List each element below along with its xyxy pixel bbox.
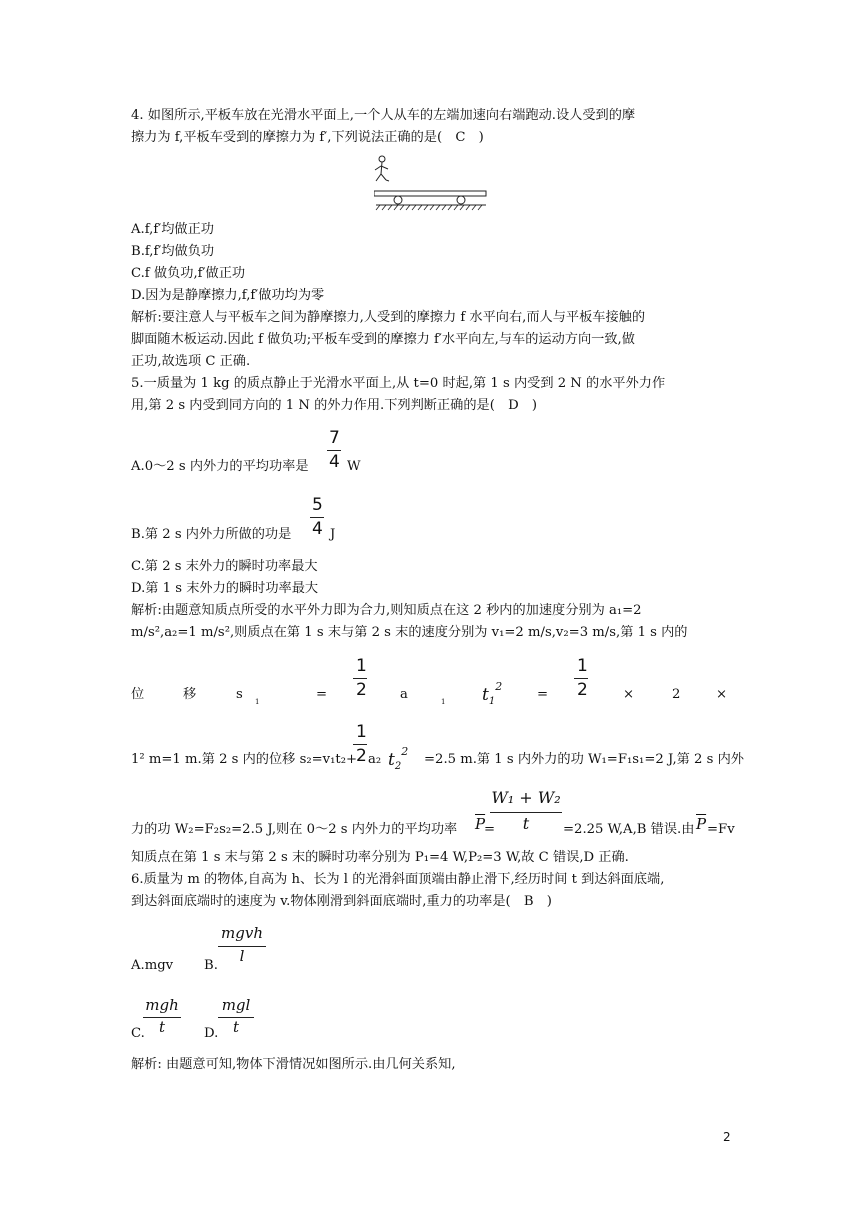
- q6-optb-numerator: mgvh: [221, 924, 263, 942]
- q4-line1: 4. 如图所示,平板车放在光滑水平面上,一个人从车的左端加速向右端跑动.设人受到的摩: [131, 108, 636, 123]
- q5-analysis-4b: a₂: [368, 752, 382, 767]
- q5-an4-half-den: 2: [356, 746, 367, 766]
- q5-an4-t2sq: $t_2^2$: [388, 745, 409, 772]
- q5-analysis-6: 知质点在第 1 s 末与第 2 s 末的瞬时功率分别为 P₁=4 W,P₂=3 W,故 C 错误,D 正确.: [131, 850, 629, 865]
- q5-analysis-1: 解析:由题意知质点所受的水平外力即为合力,则知质点在这 2 秒内的加速度分别为 a₁=2: [131, 603, 642, 618]
- q6-option-b-label: B.: [204, 958, 218, 973]
- q5-option-a: A.0～2 s 内外力的平均功率是: [131, 459, 309, 474]
- q4-line2: 擦力为 f,平板车受到的摩擦力为 f′,下列说法正确的是( C ): [131, 130, 484, 145]
- q5-analysis-4c: =2.5 m.第 1 s 内外力的功 W₁=F₁s₁=2 J,第 2 s 内外: [424, 752, 744, 767]
- q5-an3-half2-bar: [574, 678, 588, 679]
- q5-an5-pbar-2: $\overline{P}$: [696, 815, 707, 833]
- q4-option-b: B.f,f′均做负功: [131, 244, 215, 259]
- q4-option-d: D.因为是静摩擦力,f,f′做功均为零: [131, 288, 325, 303]
- q5-an3-a: a: [400, 687, 408, 702]
- q5-an3-times1: ×: [623, 687, 635, 702]
- q5-opta-fraction-bar: [327, 450, 341, 451]
- q5-an4-half-bar: [353, 744, 367, 745]
- q6-analysis: 解析: 由题意可知,物体下滑情况如图所示.由几何关系知,: [131, 1057, 456, 1072]
- q5-an5-pbar-1: $\overline{P}$: [475, 815, 486, 833]
- q6-line1: 6.质量为 m 的物体,自高为 h、长为 l 的光滑斜面顶端由静止滑下,经历时间 t 到达斜面底端,: [131, 872, 665, 887]
- q6-option-a: A.mgv: [131, 958, 174, 973]
- q6-optd-denominator: t: [232, 1018, 240, 1036]
- q4-analysis-2: 脚面随木板运动.因此 f 做负功;平板车受到的摩擦力 f′水平向左,与车的运动方向一致,做: [131, 332, 635, 347]
- q5-optb-numerator: 5: [312, 495, 323, 515]
- q5-analysis-5b: =2.25 W,A,B 错误.由: [563, 822, 695, 837]
- q5-an3-half1-bar: [353, 678, 367, 679]
- q5-opta-numerator: 7: [329, 428, 340, 448]
- q5-an3-half1-den: 2: [356, 680, 367, 700]
- q5-line2: 用,第 2 s 内受到同方向的 1 N 的外力作用.下列判断正确的是( D ): [131, 398, 537, 413]
- q4-analysis-1: 解析:要注意人与平板车之间为静摩擦力,人受到的摩擦力 f 水平向右,而人与平板车接触的: [131, 310, 646, 325]
- q5-an3-wei: 位: [131, 687, 145, 702]
- q5-option-b: B.第 2 s 内外力所做的功是: [131, 527, 292, 542]
- q4-analysis-3: 正功,故选项 C 正确.: [131, 354, 251, 369]
- q5-optb-unit: J: [330, 527, 336, 542]
- q4-option-a: A.f,f′均做正功: [131, 222, 214, 237]
- q5-optb-denominator: 4: [312, 519, 323, 539]
- q6-optc-denominator: t: [158, 1018, 166, 1036]
- q6-optc-numerator: mgh: [145, 996, 179, 1014]
- q5-analysis-5c: =Fv: [707, 822, 735, 837]
- q5-an3-half2-num: 1: [577, 656, 588, 676]
- q5-an3-yi: 移: [183, 687, 197, 702]
- q5-an3-s-sub: 1: [255, 698, 260, 706]
- q5-analysis-5a: 力的功 W₂=F₂s₂=2.5 J,则在 0～2 s 内外力的平均功率: [131, 822, 458, 837]
- q5-an3-half1-num: 1: [356, 656, 367, 676]
- q5-analysis-2: m/s²,a₂=1 m/s²,则质点在第 1 s 末与第 2 s 末的速度分别为 v₁=2 m/s,v₂=3 m/s,第 1 s 内的: [131, 625, 688, 640]
- q5-an3-eq1: =: [316, 687, 328, 702]
- q6-optd-numerator: mgl: [221, 996, 251, 1014]
- q6-option-d-label: D.: [204, 1026, 219, 1041]
- q5-an4-half-num: 1: [356, 722, 367, 742]
- q5-an3-t1sq: $t_1^2$: [482, 680, 503, 707]
- page-number: 2: [723, 1130, 731, 1144]
- q5-opta-unit: W: [347, 459, 361, 474]
- q6-line2: 到达斜面底端时的速度为 v.物体刚滑到斜面底端时,重力的功率是( B ): [131, 894, 552, 909]
- q6-option-c-label: C.: [131, 1026, 145, 1041]
- q4-option-c: C.f 做负功,f′做正功: [131, 266, 246, 281]
- q5-opta-denominator: 4: [329, 452, 340, 472]
- q5-an5-denominator: t: [522, 814, 530, 833]
- q5-an3-half2-den: 2: [577, 680, 588, 700]
- q5-optb-fraction-bar: [310, 517, 324, 518]
- q5-option-c: C.第 2 s 末外力的瞬时功率最大: [131, 559, 318, 574]
- cart-figure: [374, 154, 490, 212]
- q5-analysis-4a: 1² m=1 m.第 2 s 内的位移 s₂=v₁t₂+: [131, 752, 358, 767]
- q5-an5-fraction-bar: [490, 812, 562, 813]
- q5-an5-numerator: W₁ + W₂: [491, 788, 561, 807]
- q5-an5-eq: =: [484, 822, 496, 837]
- q6-optb-denominator: l: [239, 947, 245, 965]
- q5-an3-eq2: =: [537, 687, 549, 702]
- q5-line1: 5.一质量为 1 kg 的质点静止于光滑水平面上,从 t=0 时起,第 1 s 内受到 2 N 的水平外力作: [131, 376, 666, 391]
- q5-an3-a-sub: 1: [441, 698, 446, 706]
- q5-option-d: D.第 1 s 末外力的瞬时功率最大: [131, 581, 319, 596]
- q5-an3-times2: ×: [716, 687, 728, 702]
- q5-an3-s: s: [236, 687, 243, 702]
- q5-an3-two: 2: [672, 687, 681, 702]
